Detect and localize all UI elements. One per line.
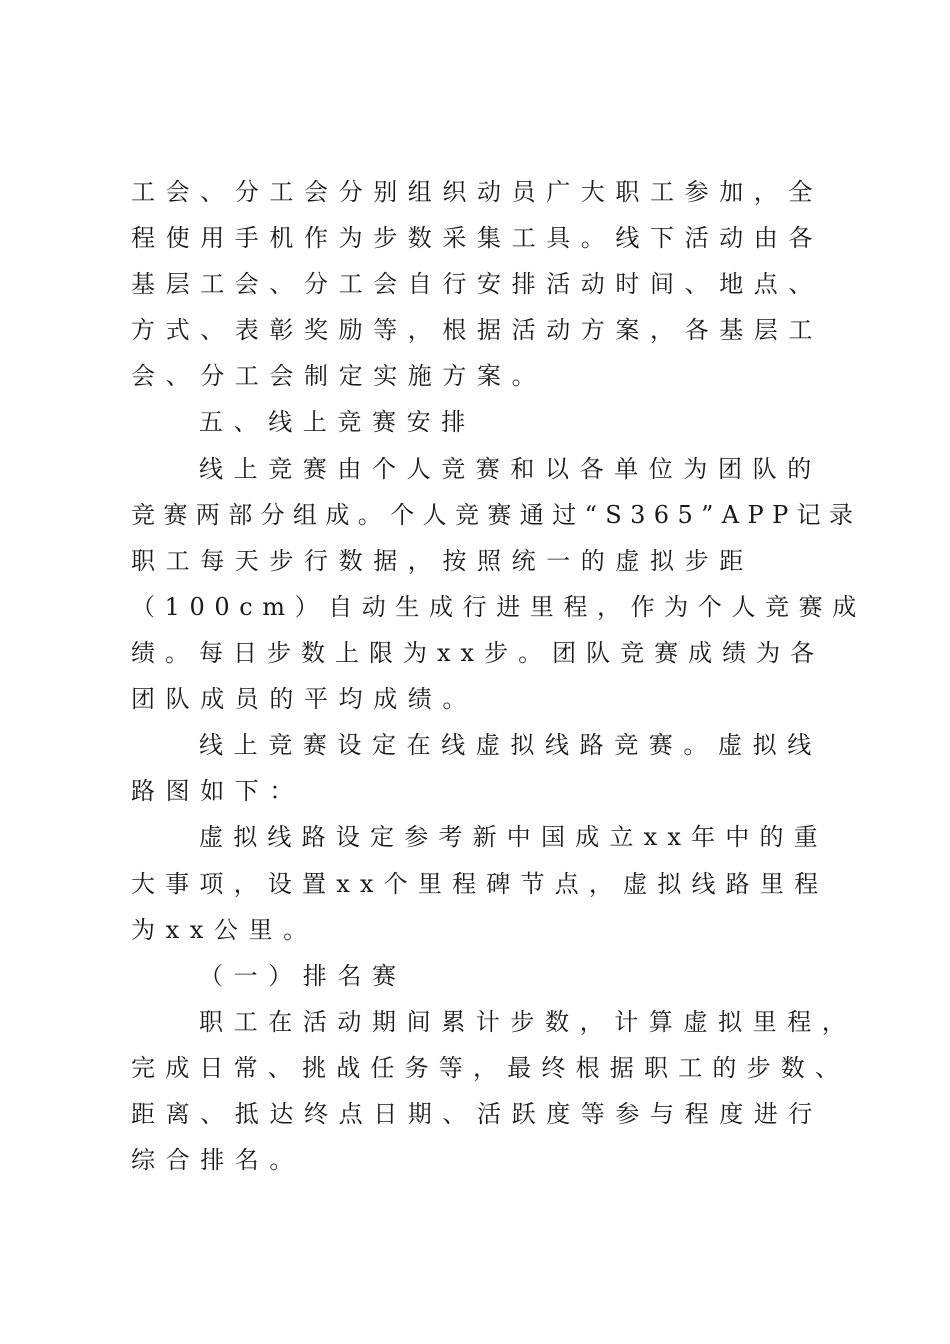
section-heading: 五、线上竞赛安排: [199, 408, 476, 436]
text-line: 为xx公里。: [131, 916, 318, 944]
text-line: 会、分工会制定实施方案。: [131, 362, 547, 390]
text-line: 大事项，设置xx个里程碑节点，虚拟线路里程: [131, 870, 829, 898]
text-line: 程使用手机作为步数采集工具。线下活动由各: [131, 224, 823, 252]
text-line: 团队成员的平均成绩。: [131, 685, 477, 713]
text-line: 职工在活动期间累计步数，计算虚拟里程，: [199, 1008, 857, 1036]
text-line: 综合排名。: [131, 1146, 304, 1174]
text-line: 线上竞赛设定在线虚拟线路竞赛。虚拟线: [199, 731, 822, 759]
text-line: 职工每天步行数据，按照统一的虚拟步距: [131, 547, 754, 575]
subsection-heading: （一）排名赛: [199, 962, 407, 990]
text-line: 基层工会、分工会自行安排活动时间、地点、: [131, 270, 823, 298]
text-line: 竞赛两部分组成。个人竞赛通过“S365”APP记录: [131, 501, 862, 529]
text-line: 路图如下：: [131, 777, 304, 805]
text-line: 工会、分工会分别组织动员广大职工参加，全: [131, 178, 823, 206]
text-line: 完成日常、挑战任务等，最终根据职工的步数、: [131, 1054, 850, 1082]
text-line: 线上竞赛由个人竞赛和以各单位为团队的: [199, 455, 822, 483]
text-line: 虚拟线路设定参考新中国成立xx年中的重: [199, 823, 828, 851]
text-line: （100cm）自动生成行进里程，作为个人竞赛成: [131, 593, 866, 621]
text-line: 距离、抵达终点日期、活跃度等参与程度进行: [131, 1100, 823, 1128]
text-line: 方式、表彰奖励等，根据活动方案，各基层工: [131, 316, 823, 344]
text-line: 绩。每日步数上限为xx步。团队竞赛成绩为各: [131, 639, 825, 667]
